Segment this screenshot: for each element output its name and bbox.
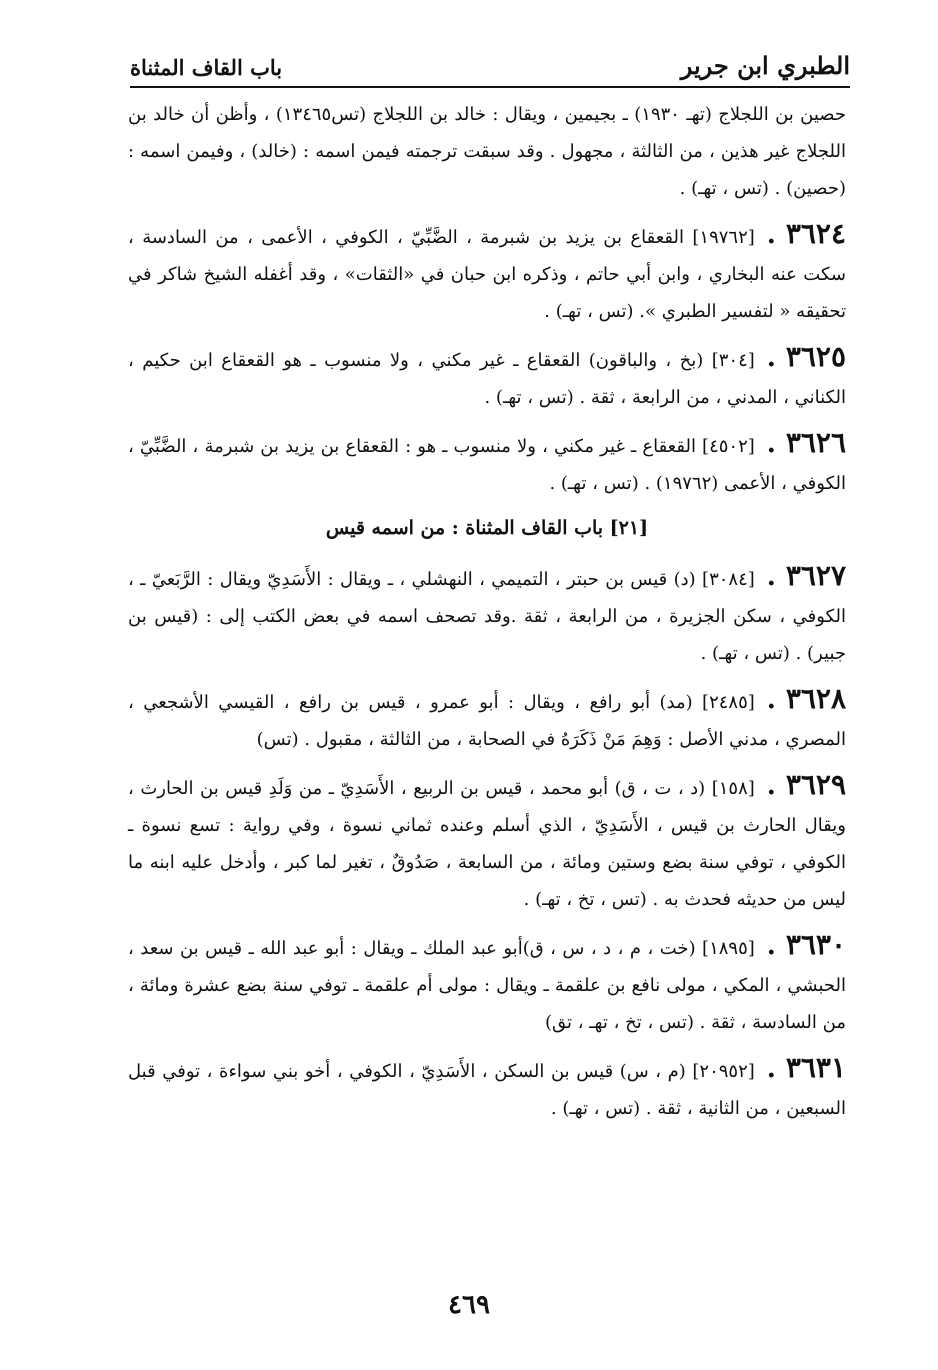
entry: ٣٦٢٥.[٣٠٤] (بخ ، والباقون) القعقاع ـ غير مكني ، ولا منسوب ـ هو القعقاع ابن حكيم ، الكناني ، المدني ، من الرابعة ، ثقة . (تس ، تهـ) . [128, 340, 846, 408]
entry-text: [١٨٩٥] (خت ، م ، د ، س ، ق)أبو عبد الملك ـ ويقال : أبو عبد الله ـ قيس بن سعد ، الحبشي ، المكي ، مولى نافع بن علقمة ـ ويقال : مولى أم علقمة ـ توفي سنة بضع عشرة ومائة ، من السادسة ، ثقة . (تس ، تخ ، تهـ ، تق) [128, 938, 846, 1033]
entry-text: [١٥٨] (د ، ت ، ق) أبو محمد ، قيس بن الربيع ، الأَسَدِيّ ـ من وَلَدِ قيس بن الحارث ، ويقال الحارث بن قيس ، الأَسَدِيّ ، الذي أسلم وعنده ثماني نسوة ، وفي رواية : تسع نسوة ـ الكوفي ، توفي سنة بضع وستين ومائة ، من السابعة ، صَدُوقٌ ، تغير لما كبر ، وأدخل عليه ابنه ما ليس من حديثه فحدث به . (تس ، تخ ، تهـ) . [128, 778, 846, 910]
section-title: [٢١] باب القاف المثناة : من اسمه قيس [325, 517, 649, 539]
entry: ٣٦٣٠.[١٨٩٥] (خت ، م ، د ، س ، ق)أبو عبد الملك ـ ويقال : أبو عبد الله ـ قيس بن سعد ، الحبشي ، المكي ، مولى نافع بن علقمة ـ ويقال : مولى أم علقمة ـ توفي سنة بضع عشرة ومائة ، من السادسة ، ثقة . (تس ، تخ ، تهـ ، تق) [128, 928, 846, 1033]
entry-number: ٣٦٣١ [785, 1051, 846, 1084]
entry-number: ٣٦٢٩ [785, 768, 846, 801]
entry-text: [٣٠٨٤] (د) قيس بن حبتر ، التميمي ، النهشلي ، ـ ويقال : الأَسَدِيّ ويقال : الرَّبَعيّ ـ ، الكوفي ، سكن الجزيرة ، من الرابعة ، ثقة .وقد تصحف اسمه في بعض الكتب إلى : (قيس بن جبير) . (تس ، تهـ) . [128, 569, 846, 664]
entry: ٣٦٢٧.[٣٠٨٤] (د) قيس بن حبتر ، التميمي ، النهشلي ، ـ ويقال : الأَسَدِيّ ويقال : الرَّبَعيّ ـ ، الكوفي ، سكن الجزيرة ، من الرابعة ، ثقة .وقد تصحف اسمه في بعض الكتب إلى : (قيس بن جبير) . (تس ، تهـ) . [128, 559, 846, 664]
page-number: ٤٦٩ [448, 1290, 490, 1320]
entry: ٣٦٢٨.[٢٤٨٥] (مد) أبو رافع ، ويقال : أبو عمرو ، قيس بن رافع ، القيسي الأشجعي ، المصري ، مدني الأصل : وَهِمَ مَنْ ذَكَرَهُ في الصحابة ، من الثالثة ، مقبول . (تس) [128, 682, 846, 750]
entry: ٣٦٣١.[٢٠٩٥٢] (م ، س) قيس بن السكن ، الأَسَدِيّ ، الكوفي ، أخو بني سواءة ، توفي قبل السبعين ، من الثانية ، ثقة . (تس ، تهـ) . [128, 1051, 846, 1119]
entry-text: [١٩٧٦٢] القعقاع بن يزيد بن شبرمة ، الضَّبِّيّ ، الكوفي ، الأعمى ، من السادسة ، سكت عنه البخاري ، وابن أبي حاتم ، وذكره ابن حبان في «الثقات» ، وقد أغفله الشيخ شاكر في تحقيقه « لتفسير الطبري ». (تس ، تهـ) . [128, 227, 846, 322]
book-title: الطبري ابن جرير [680, 51, 850, 80]
entry: ٣٦٢٩.[١٥٨] (د ، ت ، ق) أبو محمد ، قيس بن الربيع ، الأَسَدِيّ ـ من وَلَدِ قيس بن الحارث ، ويقال الحارث بن قيس ، الأَسَدِيّ ، الذي أسلم وعنده ثماني نسوة ، وفي رواية : تسع نسوة ـ الكوفي ، توفي سنة بضع وستين ومائة ، من السابعة ، صَدُوقٌ ، تغير لما كبر ، وأدخل عليه ابنه ما ليس من حديثه فحدث به . (تس ، تخ ، تهـ) . [128, 768, 846, 910]
entry-number: ٣٦٢٦ [785, 426, 846, 459]
entry-text: [٢٤٨٥] (مد) أبو رافع ، ويقال : أبو عمرو ، قيس بن رافع ، القيسي الأشجعي ، المصري ، مدني الأصل : وَهِمَ مَنْ ذَكَرَهُ في الصحابة ، من الثالثة ، مقبول . (تس) [128, 692, 846, 750]
entry-number: ٣٦٢٧ [785, 559, 846, 592]
entry: ٣٦٢٦.[٤٥٠٢] القعقاع ـ غير مكني ، ولا منسوب ـ هو : القعقاع بن يزيد بن شبرمة ، الضَّبِّيّ ، الكوفي ، الأعمى (١٩٧٦٢) . (تس ، تهـ) . [128, 426, 846, 494]
intro-paragraph: حصين بن اللجلاج (تهـ ١٩٣٠) ـ بجيمين ، ويقال : خالد بن اللجلاج (تس١٣٤٦٥) ، وأظن أن خالد بن اللجلاج غير هذين ، من الثالثة ، مجهول . وقد سبقت ترجمته فيمن اسمه : (خالد) ، وفيمن اسمه : (حصين) . (تس ، تهـ) . [128, 104, 847, 199]
entry-number: ٣٦٢٥ [785, 340, 846, 373]
entries-group-after [128, 557, 846, 1127]
chapter-title: باب القاف المثناة [130, 55, 283, 80]
entry-text: [٢٠٩٥٢] (م ، س) قيس بن السكن ، الأَسَدِيّ ، الكوفي ، أخو بني سواءة ، توفي قبل السبعين ، من الثانية ، ثقة . (تس ، تهـ) . [128, 1061, 846, 1119]
entries-group-before [128, 215, 846, 502]
entry-number: ٣٦٢٤ [785, 217, 846, 250]
entry-number: ٣٦٢٨ [785, 682, 846, 715]
entry-number: ٣٦٣٠ [785, 928, 846, 961]
entry-text: [٤٥٠٢] القعقاع ـ غير مكني ، ولا منسوب ـ هو : القعقاع بن يزيد بن شبرمة ، الضَّبِّيّ ، الكوفي ، الأعمى (١٩٧٦٢) . (تس ، تهـ) . [128, 436, 846, 494]
entry: ٣٦٢٤.[١٩٧٦٢] القعقاع بن يزيد بن شبرمة ، الضَّبِّيّ ، الكوفي ، الأعمى ، من السادسة ، سكت عنه البخاري ، وابن أبي حاتم ، وذكره ابن حبان في «الثقات» ، وقد أغفله الشيخ شاكر في تحقيقه « لتفسير الطبري ». (تس ، تهـ) . [128, 217, 846, 322]
running-header [130, 38, 850, 88]
entry-text: [٣٠٤] (بخ ، والباقون) القعقاع ـ غير مكني ، ولا منسوب ـ هو القعقاع ابن حكيم ، الكناني ، المدني ، من الرابعة ، ثقة . (تس ، تهـ) . [128, 350, 846, 408]
page-body [128, 96, 846, 1135]
